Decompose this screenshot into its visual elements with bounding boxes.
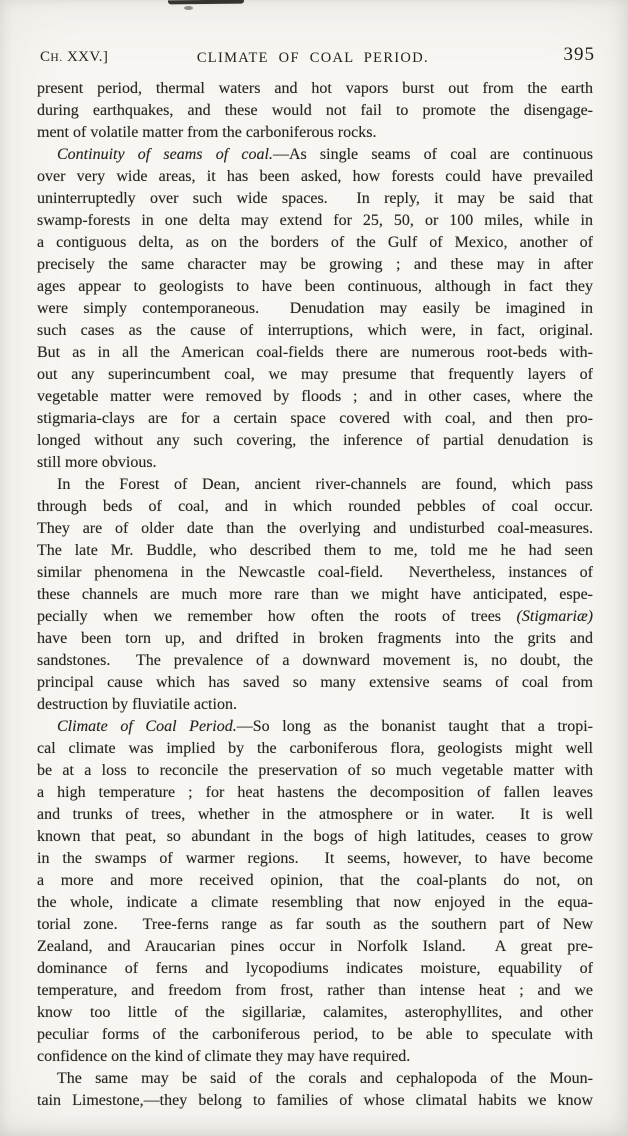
text-line [37,980,593,1002]
text-line [37,914,593,936]
italic-text-run: Climate of Coal Period. [57,718,237,735]
text-run: The same may be said of the corals and cephalopoda of the Moun- [57,1070,593,1087]
text-run: a high temperature ; for heat hastens the decomposition of fallen leaves [37,784,593,801]
text-line [37,562,593,584]
chapter-initial: C [40,49,51,65]
text-line [37,496,593,518]
text-line [37,408,593,430]
text-run: and trunks of trees, whether in the atmosphere or in water. It is well [37,806,593,823]
text-line [37,738,593,760]
text-line [37,100,593,122]
text-run: in the swamps of warmer regions. It seems, however, to have become [37,850,593,867]
text-run: cal climate was implied by the carboniferous flora, geologists might well [37,740,593,757]
text-line [37,650,593,672]
text-line [37,166,593,188]
text-line [37,672,593,694]
text-run: during earthquakes, and these would not fail to promote the disengage- [37,102,593,119]
text-line [37,452,593,474]
text-line [37,430,593,452]
text-line [37,716,593,738]
text-run: torial zone. Tree-ferns range as far south as the southern part of New [37,916,593,933]
text-run: Zealand, and Araucarian pines occur in Norfolk Island. A great pre- [37,938,593,955]
text-run: have been torn up, and drifted in broken fragments into the grits and [37,630,593,647]
text-line [37,320,593,342]
paragraph [37,716,593,1068]
text-run: out any superincumbent coal, we may presume that frequently layers of [37,366,593,383]
italic-text-run: Continuity of seams of coal. [57,146,273,163]
paragraph [37,144,593,474]
text-line [37,848,593,870]
text-run: vegetable matter were removed by floods ; and in other cases, where the [37,388,593,405]
text-run: similar phenomena in the Newcastle coal-field. Nevertheless, instances of [37,564,593,581]
page-number: 395 [563,44,595,65]
text-run: tain Limestone,—they belong to families of whose climatal habits we know [37,1092,593,1109]
chapter-smallcap: H. [50,52,63,64]
text-run: —As single seams of coal are continuous [272,146,594,163]
text-line [37,870,593,892]
text-run: temperature, and freedom from frost, rather than intense heat ; and we [37,982,593,999]
text-run: such cases as the cause of interruptions, which were, in fact, original. [37,322,593,339]
text-run: were simply contemporaneous. Denudation may easily be imagined in [37,300,593,317]
text-run: still more obvious. [37,454,157,471]
text-run: swamp-forests in one delta may extend for 25, 50, or 100 miles, while in [37,212,593,229]
text-line [37,474,593,496]
text-run: destruction by fluviatile action. [37,696,237,713]
text-run: ment of volatile matter from the carboniferous rocks. [37,124,377,141]
text-run: But as in all the American coal-fields there are numerous root-beds with- [37,344,593,361]
text-run: these channels are much more rare than we might have anticipated, espe- [37,586,593,603]
text-line [37,210,593,232]
text-line [37,298,593,320]
paragraph [37,474,593,716]
text-run: present period, thermal waters and hot vapors burst out from the earth [37,80,593,97]
text-line [37,364,593,386]
text-run: confidence on the kind of climate they may have required. [37,1048,411,1065]
text-run: dominance of ferns and lycopodiums indicates moisture, equability of [37,960,593,977]
text-line [37,1046,593,1068]
text-line [37,892,593,914]
text-line [37,628,593,650]
text-line [37,342,593,364]
page-header [40,46,595,68]
text-line [37,386,593,408]
text-run: ages appear to geologists to have been continuous, although in fact they [37,278,593,295]
scan-artifact-speck [184,6,193,10]
text-line [37,144,593,166]
text-run: principal cause which has saved so many extensive seams of coal from [37,674,593,691]
text-run: —So long as the bonanist taught that a tropi- [236,718,593,735]
text-run: In the Forest of Dean, ancient river-channels are found, which pass [57,476,593,493]
text-run: sandstones. The prevalence of a downward movement is, no doubt, the [37,652,593,669]
text-line [37,254,593,276]
text-line [37,958,593,980]
paragraph [37,1068,593,1112]
text-run: a more and more received opinion, that the coal-plants do not, on [37,872,593,889]
text-line [37,826,593,848]
scan-artifact-smudge [168,0,244,4]
text-line [37,276,593,298]
paragraph [37,78,593,144]
text-line [37,584,593,606]
text-line [37,606,593,628]
text-line [37,1068,593,1090]
chapter-label [40,49,108,66]
text-line [37,1024,593,1046]
text-run: The late Mr. Buddle, who described them to me, told me he had seen [37,542,593,559]
text-run: known that peat, so abundant in the bogs of high latitudes, ceases to grow [37,828,593,845]
text-line [37,1002,593,1024]
text-run: a contiguous delta, as on the borders of the Gulf of Mexico, another of [37,234,593,251]
text-line [37,122,593,144]
text-run: through beds of coal, and in which rounded pebbles of coal occur. [37,498,593,515]
text-line [37,804,593,826]
text-line [37,232,593,254]
text-line [37,694,593,716]
running-title: CLIMATE OF COAL PERIOD. [196,50,429,66]
text-run: over very wide areas, it has been asked, how forests could have prevailed [37,168,593,185]
text-line [37,782,593,804]
text-line [37,1090,593,1112]
text-run: uninterruptedly over such wide spaces. In reply, it may be said that [37,190,593,207]
text-run: the whole, indicate a climate resembling that now enjoyed in the equa- [37,894,593,911]
text-line [37,518,593,540]
text-line [37,78,593,100]
text-line [37,188,593,210]
text-run: stigmaria-clays are for a certain space covered with coal, and then pro- [37,410,593,427]
text-block [37,78,593,1112]
text-run: longed without any such covering, the inference of partial denudation is [37,432,593,449]
text-run: be at a loss to reconcile the preservation of so much vegetable matter with [37,762,593,779]
italic-text-run: (Stigmariæ) [516,608,593,625]
text-line [37,760,593,782]
text-run: peculiar forms of the carboniferous period, to be able to speculate with [37,1026,593,1043]
text-run: pecially when we remember how often the roots of trees [37,608,517,625]
text-run: precisely the same character may be growing ; and these may in after [37,256,593,273]
text-line [37,540,593,562]
chapter-rest: XXV.] [62,49,109,65]
text-run: know too little of the sigillariæ, calamites, asterophyllites, and other [37,1004,593,1021]
text-line [37,936,593,958]
text-run: They are of older date than the overlying and undisturbed coal-measures. [37,520,593,537]
